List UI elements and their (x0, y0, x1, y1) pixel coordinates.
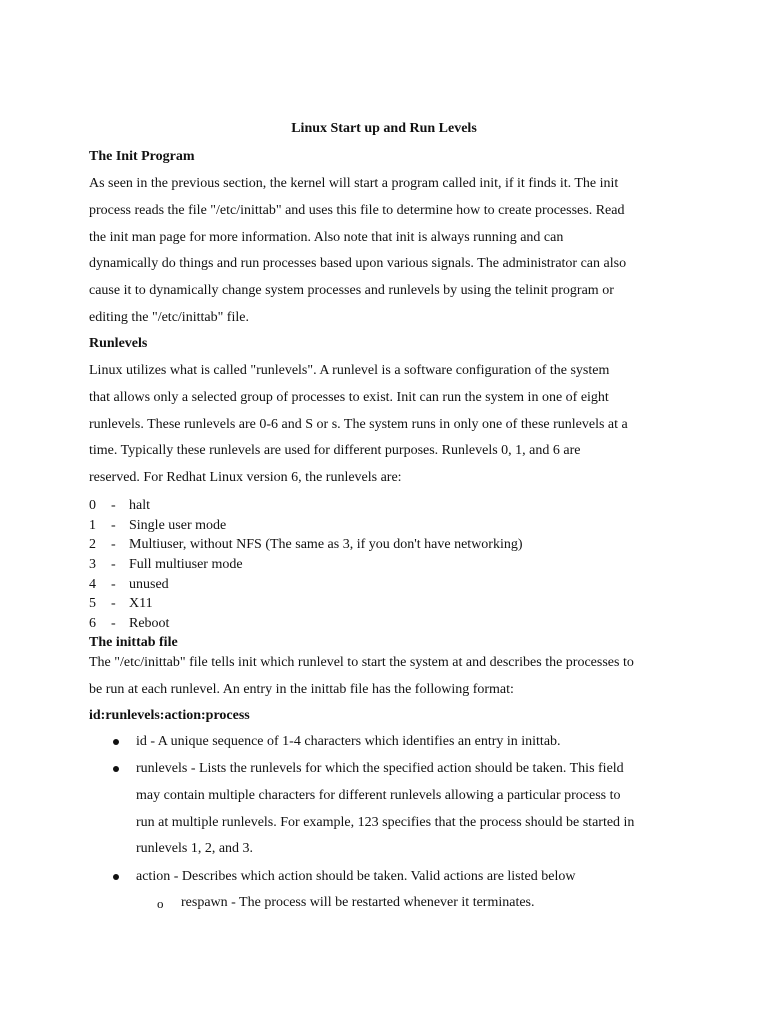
bullet-icon (113, 739, 119, 745)
paragraph-line: time. Typically these runlevels are used for different purposes. Runlevels 0, 1, and 6 are (89, 443, 581, 459)
runlevel-number: 4 (89, 576, 96, 592)
inittab-format: id:runlevels:action:process (89, 708, 250, 723)
runlevel-description: Reboot (129, 616, 170, 632)
paragraph-line: be run at each runlevel. An entry in the inittab file has the following format: (89, 681, 514, 697)
runlevel-number: 3 (89, 557, 96, 573)
init-program-heading: The Init Program (89, 149, 195, 164)
bullet-line: runlevels 1, 2, and 3. (136, 841, 254, 857)
bullet-item-id (136, 733, 561, 760)
paragraph-line: cause it to dynamically change system processes and runlevels by using the telinit program or (89, 283, 614, 299)
runlevel-dash: - (111, 517, 116, 533)
bullet-item-runlevels (136, 760, 634, 867)
paragraph-line: process reads the file "/etc/inittab" and uses this file to determine how to create processes. Read (89, 202, 625, 218)
init-program-paragraph (89, 175, 689, 336)
paragraph-line: Linux utilizes what is called "runlevels". A runlevel is a software configuration of the system (89, 363, 610, 378)
runlevel-description: halt (129, 498, 150, 513)
runlevel-dash: - (111, 596, 116, 612)
sub-bullet-respawn: respawn - The process will be restarted whenever it terminates. (181, 895, 535, 910)
paragraph-line: runlevels. These runlevels are 0-6 and S or s. The system runs in only one of these runlevels at a (89, 416, 628, 432)
document-title: Linux Start up and Run Levels (291, 121, 477, 136)
runlevel-description: X11 (129, 596, 153, 612)
runlevel-dash: - (111, 616, 116, 632)
runlevel-description: unused (129, 576, 169, 592)
runlevel-number: 1 (89, 517, 96, 533)
bullet-line: runlevels - Lists the runlevels for which the specified action should be taken. This field (136, 761, 624, 776)
inittab-paragraph (89, 654, 689, 708)
runlevel-description: Multiuser, without NFS (The same as 3, if you don't have networking) (129, 537, 523, 553)
paragraph-line: dynamically do things and run processes based upon various signals. The administrator can also (89, 256, 627, 272)
paragraph-line: As seen in the previous section, the kernel will start a program called init, if it finds it. The init (89, 176, 619, 191)
runlevel-dash: - (111, 537, 116, 553)
inittab-heading: The inittab file (89, 635, 178, 650)
paragraph-line: reserved. For Redhat Linux version 6, the runlevels are: (89, 470, 402, 486)
runlevel-number: 2 (89, 537, 96, 553)
paragraph-line: editing the "/etc/inittab" file. (89, 309, 249, 325)
runlevel-number: 0 (89, 498, 96, 513)
bullet-line: id - A unique sequence of 1-4 characters which identifies an entry in inittab. (136, 734, 561, 749)
paragraph-line: that allows only a selected group of processes to exist. Init can run the system in one of eight (89, 389, 609, 405)
sub-bullet-icon: o (157, 896, 164, 911)
runlevel-description: Single user mode (129, 517, 227, 533)
bullet-line: action - Describes which action should be taken. Valid actions are listed below (136, 869, 576, 884)
bullet-item-action (136, 868, 575, 895)
runlevel-dash: - (111, 576, 116, 592)
runlevels-paragraph (89, 362, 689, 496)
bullet-line: run at multiple runlevels. For example, 123 specifies that the process should be started in (136, 814, 635, 830)
bullet-icon (113, 874, 119, 880)
runlevel-dash: - (111, 498, 116, 513)
runlevel-dash: - (111, 557, 116, 573)
paragraph-line: The "/etc/inittab" file tells init which runlevel to start the system at and describes the processes to (89, 655, 634, 670)
paragraph-line: the init man page for more information. Also note that init is always running and can (89, 229, 564, 245)
runlevel-number: 5 (89, 596, 96, 612)
runlevels-heading: Runlevels (89, 336, 148, 351)
runlevel-number: 6 (89, 616, 96, 632)
bullet-line: may contain multiple characters for different runlevels allowing a particular process to (136, 787, 621, 803)
bullet-icon (113, 766, 119, 772)
runlevel-description: Full multiuser mode (129, 557, 243, 573)
